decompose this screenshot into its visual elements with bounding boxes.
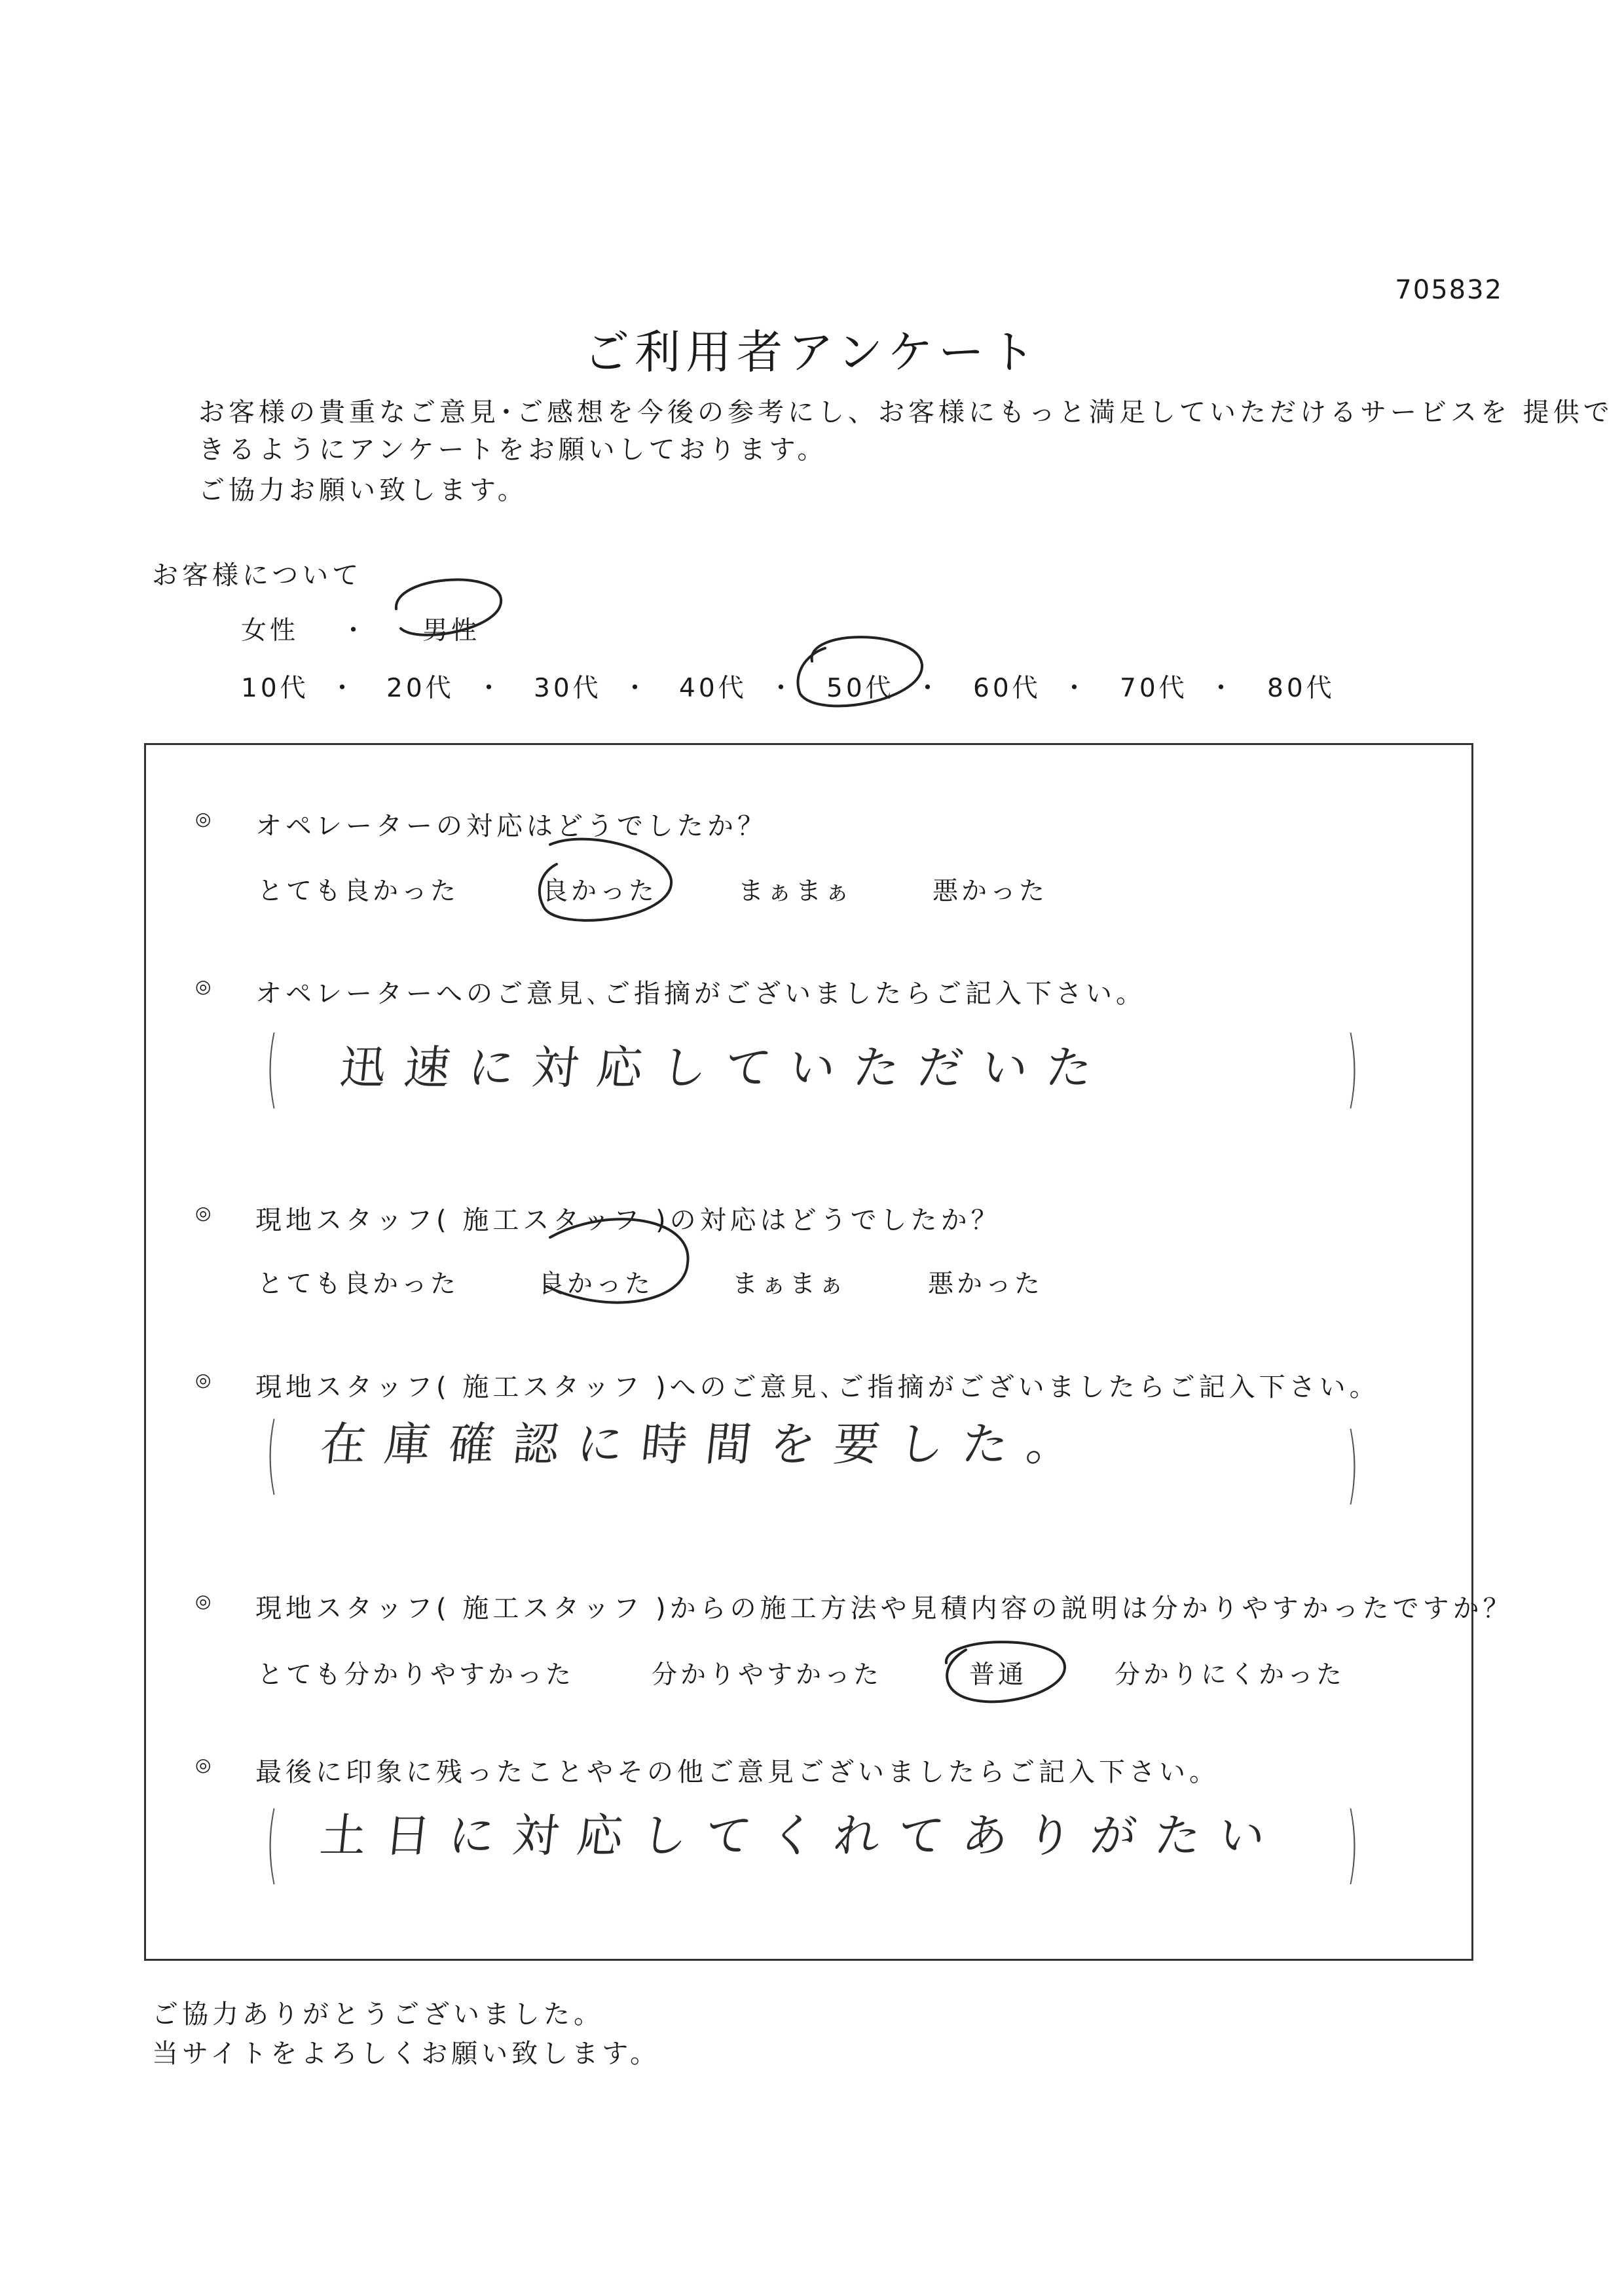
answer-bracket-open: ( — [266, 1404, 278, 1504]
age-option-50s[interactable]: 50代 — [826, 674, 895, 703]
bullet-mark: ◎ — [195, 975, 212, 997]
age-separator: ・ — [329, 674, 359, 703]
bullet-mark: ◎ — [195, 1754, 212, 1776]
age-option-20s[interactable]: 20代 — [386, 674, 454, 703]
q1-option-very-good[interactable]: とても良かった — [257, 877, 460, 906]
age-separator: ・ — [1061, 674, 1091, 703]
bullet-mark: ◎ — [195, 1369, 212, 1391]
gender-option-male[interactable]: 男性 — [422, 616, 481, 646]
age-separator: ・ — [622, 674, 652, 703]
intro-line-2: きるようにアンケートをお願いしております。 — [198, 435, 828, 465]
bullet-mark: ◎ — [195, 1590, 212, 1612]
customer-heading: お客様について — [152, 560, 363, 591]
age-separator: ・ — [476, 674, 506, 703]
document-id: 705832 — [1395, 275, 1503, 305]
answer-bracket-open: ( — [266, 1794, 278, 1893]
page-title: ご利用者アンケート — [583, 325, 1041, 379]
q4-handwritten-answer[interactable]: 在庫確認に時間を要した。 — [318, 1417, 1094, 1471]
footer-line-1: ご協力ありがとうございました。 — [152, 1999, 604, 2030]
q1-option-bad[interactable]: 悪かった — [932, 877, 1048, 906]
answer-bracket-close: ) — [1346, 1018, 1359, 1118]
q2-handwritten-answer[interactable]: 迅速に対応していただいた — [337, 1041, 1113, 1095]
intro-line-1: お客様の貴重なご意見･ご感想を今後の参考にし、お客様にもっと満足していただけるサービスを 提供で — [198, 397, 1614, 428]
question-5-text: 現地スタッフ( 施工スタッフ )からの施工方法や見積内容の説明は分かりやすかったですか？ — [255, 1594, 1513, 1624]
q1-option-good[interactable]: 良かった — [542, 877, 658, 906]
age-separator: ・ — [768, 674, 798, 703]
question-6-text: 最後に印象に残ったことやその他ご意見ございましたらご記入下さい。 — [255, 1757, 1219, 1787]
age-option-10s[interactable]: 10代 — [241, 674, 309, 703]
age-separator: ・ — [915, 674, 944, 703]
q3-option-so-so[interactable]: まぁまぁ — [732, 1269, 848, 1299]
footer-line-2: 当サイトをよろしくお願い致します。 — [152, 2039, 660, 2069]
q6-handwritten-answer[interactable]: 土日に対応してくれてありがたい — [318, 1809, 1286, 1863]
question-3-text: 現地スタッフ( 施工スタッフ )の対応はどうでしたか？ — [255, 1205, 1001, 1235]
answer-bracket-open: ( — [266, 1018, 278, 1118]
question-4-text: 現地スタッフ( 施工スタッフ )へのご意見､ご指摘がございましたらご記入下さい。 — [255, 1372, 1380, 1402]
q3-option-bad[interactable]: 悪かった — [928, 1269, 1044, 1299]
question-2-text: オペレーターへのご意見､ご指摘がございましたらご記入下さい。 — [255, 979, 1146, 1009]
age-separator: ・ — [1208, 674, 1238, 703]
q5-option-normal[interactable]: 普通 — [969, 1660, 1027, 1690]
q3-option-good[interactable]: 良かった — [538, 1269, 654, 1299]
bullet-mark: ◎ — [195, 1202, 212, 1224]
q3-option-very-good[interactable]: とても良かった — [257, 1269, 460, 1299]
age-option-80s[interactable]: 80代 — [1267, 674, 1335, 703]
gender-separator: ・ — [341, 616, 370, 646]
answer-bracket-close: ) — [1346, 1414, 1359, 1514]
answer-bracket-close: ) — [1346, 1794, 1359, 1893]
q5-option-easy[interactable]: 分かりやすかった — [652, 1660, 883, 1690]
bullet-mark: ◎ — [195, 808, 212, 829]
question-1-text: オペレーターの対応はどうでしたか？ — [255, 811, 767, 841]
intro-line-3: ご協力お願い致します。 — [198, 475, 528, 505]
age-option-40s[interactable]: 40代 — [679, 674, 747, 703]
q5-option-hard[interactable]: 分かりにくかった — [1115, 1660, 1346, 1690]
q5-option-very-easy[interactable]: とても分かりやすかった — [257, 1660, 575, 1690]
q1-option-so-so[interactable]: まぁまぁ — [738, 877, 854, 906]
age-option-70s[interactable]: 70代 — [1120, 674, 1188, 703]
gender-option-female[interactable]: 女性 — [241, 616, 299, 646]
age-option-60s[interactable]: 60代 — [973, 674, 1041, 703]
age-option-30s[interactable]: 30代 — [534, 674, 602, 703]
